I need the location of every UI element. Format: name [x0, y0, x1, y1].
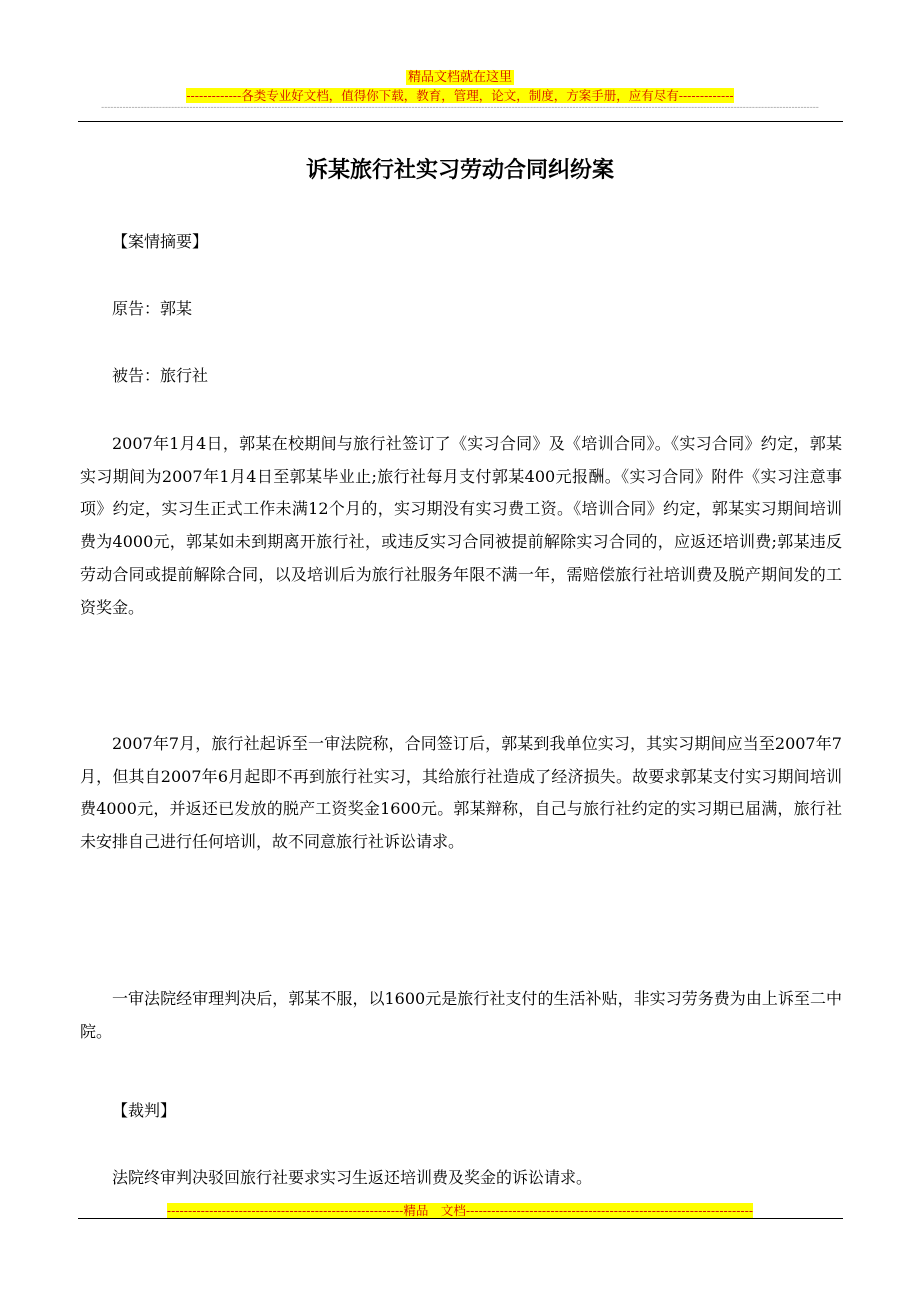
- document-title: 诉某旅行社实习劳动合同纠纷案: [305, 158, 614, 183]
- judgment-heading: 【裁判】: [112, 1101, 177, 1120]
- case-paragraph-3: 一审法院经审理判决后，郭某不服，以1600元是旅行社支付的生活补贴，非实习劳务费为由上诉至二中院。: [80, 989, 842, 1041]
- defendant-line: 被告：旅行社: [112, 366, 209, 385]
- footer-banner: --------------------------------------------------------精品 文档--------------------------------------------------------------------: [166, 1203, 754, 1218]
- header-banner-tagline: -------------各类专业好文档，值得你下载，教育，管理，论文，制度，方案手册，应有尽有-------------: [186, 88, 734, 103]
- case-paragraph-1: 2007年1月4日，郭某在校期间与旅行社签订了《实习合同》及《培训合同》。《实习合同》约定，郭某实习期间为2007年1月4日至郭某毕业止;旅行社每月支付郭某400元报酬。《实习合同》附件《实习注意事项》约定，实习生正式工作未满12个月的，实习期没有实习费工资。《培训合同》约定，郭某实习期间培训费为4000元，郭某如未到期离开旅行社，或违反实习合同被提前解除实习合同的，应返还培训费;郭某违反劳动合同或提前解除合同，以及培训后为旅行社服务年限不满一年，需赔偿旅行社培训费及脱产期间发的工资奖金。: [80, 434, 842, 617]
- header-rule: [78, 121, 843, 122]
- case-paragraph-2: 2007年7月，旅行社起诉至一审法院称，合同签订后，郭某到我单位实习，其实习期间应当至2007年7月，但其自2007年6月起即不再到旅行社实习，其给旅行社造成了经济损失。故要求郭某支付实习期间培训费4000元，并返还已发放的脱产工资奖金1600元。郭某辩称，自己与旅行社约定的实习期已届满，旅行社未安排自己进行任何培训，故不同意旅行社诉讼请求。: [80, 734, 842, 852]
- header-dashed-line: --------------------------------------------------------------------------------------------------------------------------------------------------------------------------------------------------------------------------------------------: [101, 103, 819, 113]
- judgment-text: 法院终审判决驳回旅行社要求实习生返还培训费及奖金的诉讼请求。: [112, 1168, 593, 1187]
- footer-rule: [78, 1218, 843, 1219]
- header-banner-title: 精品文档就在这里: [407, 70, 512, 85]
- summary-heading: 【案情摘要】: [112, 232, 209, 251]
- plaintiff-line: 原告：郭某: [112, 299, 193, 318]
